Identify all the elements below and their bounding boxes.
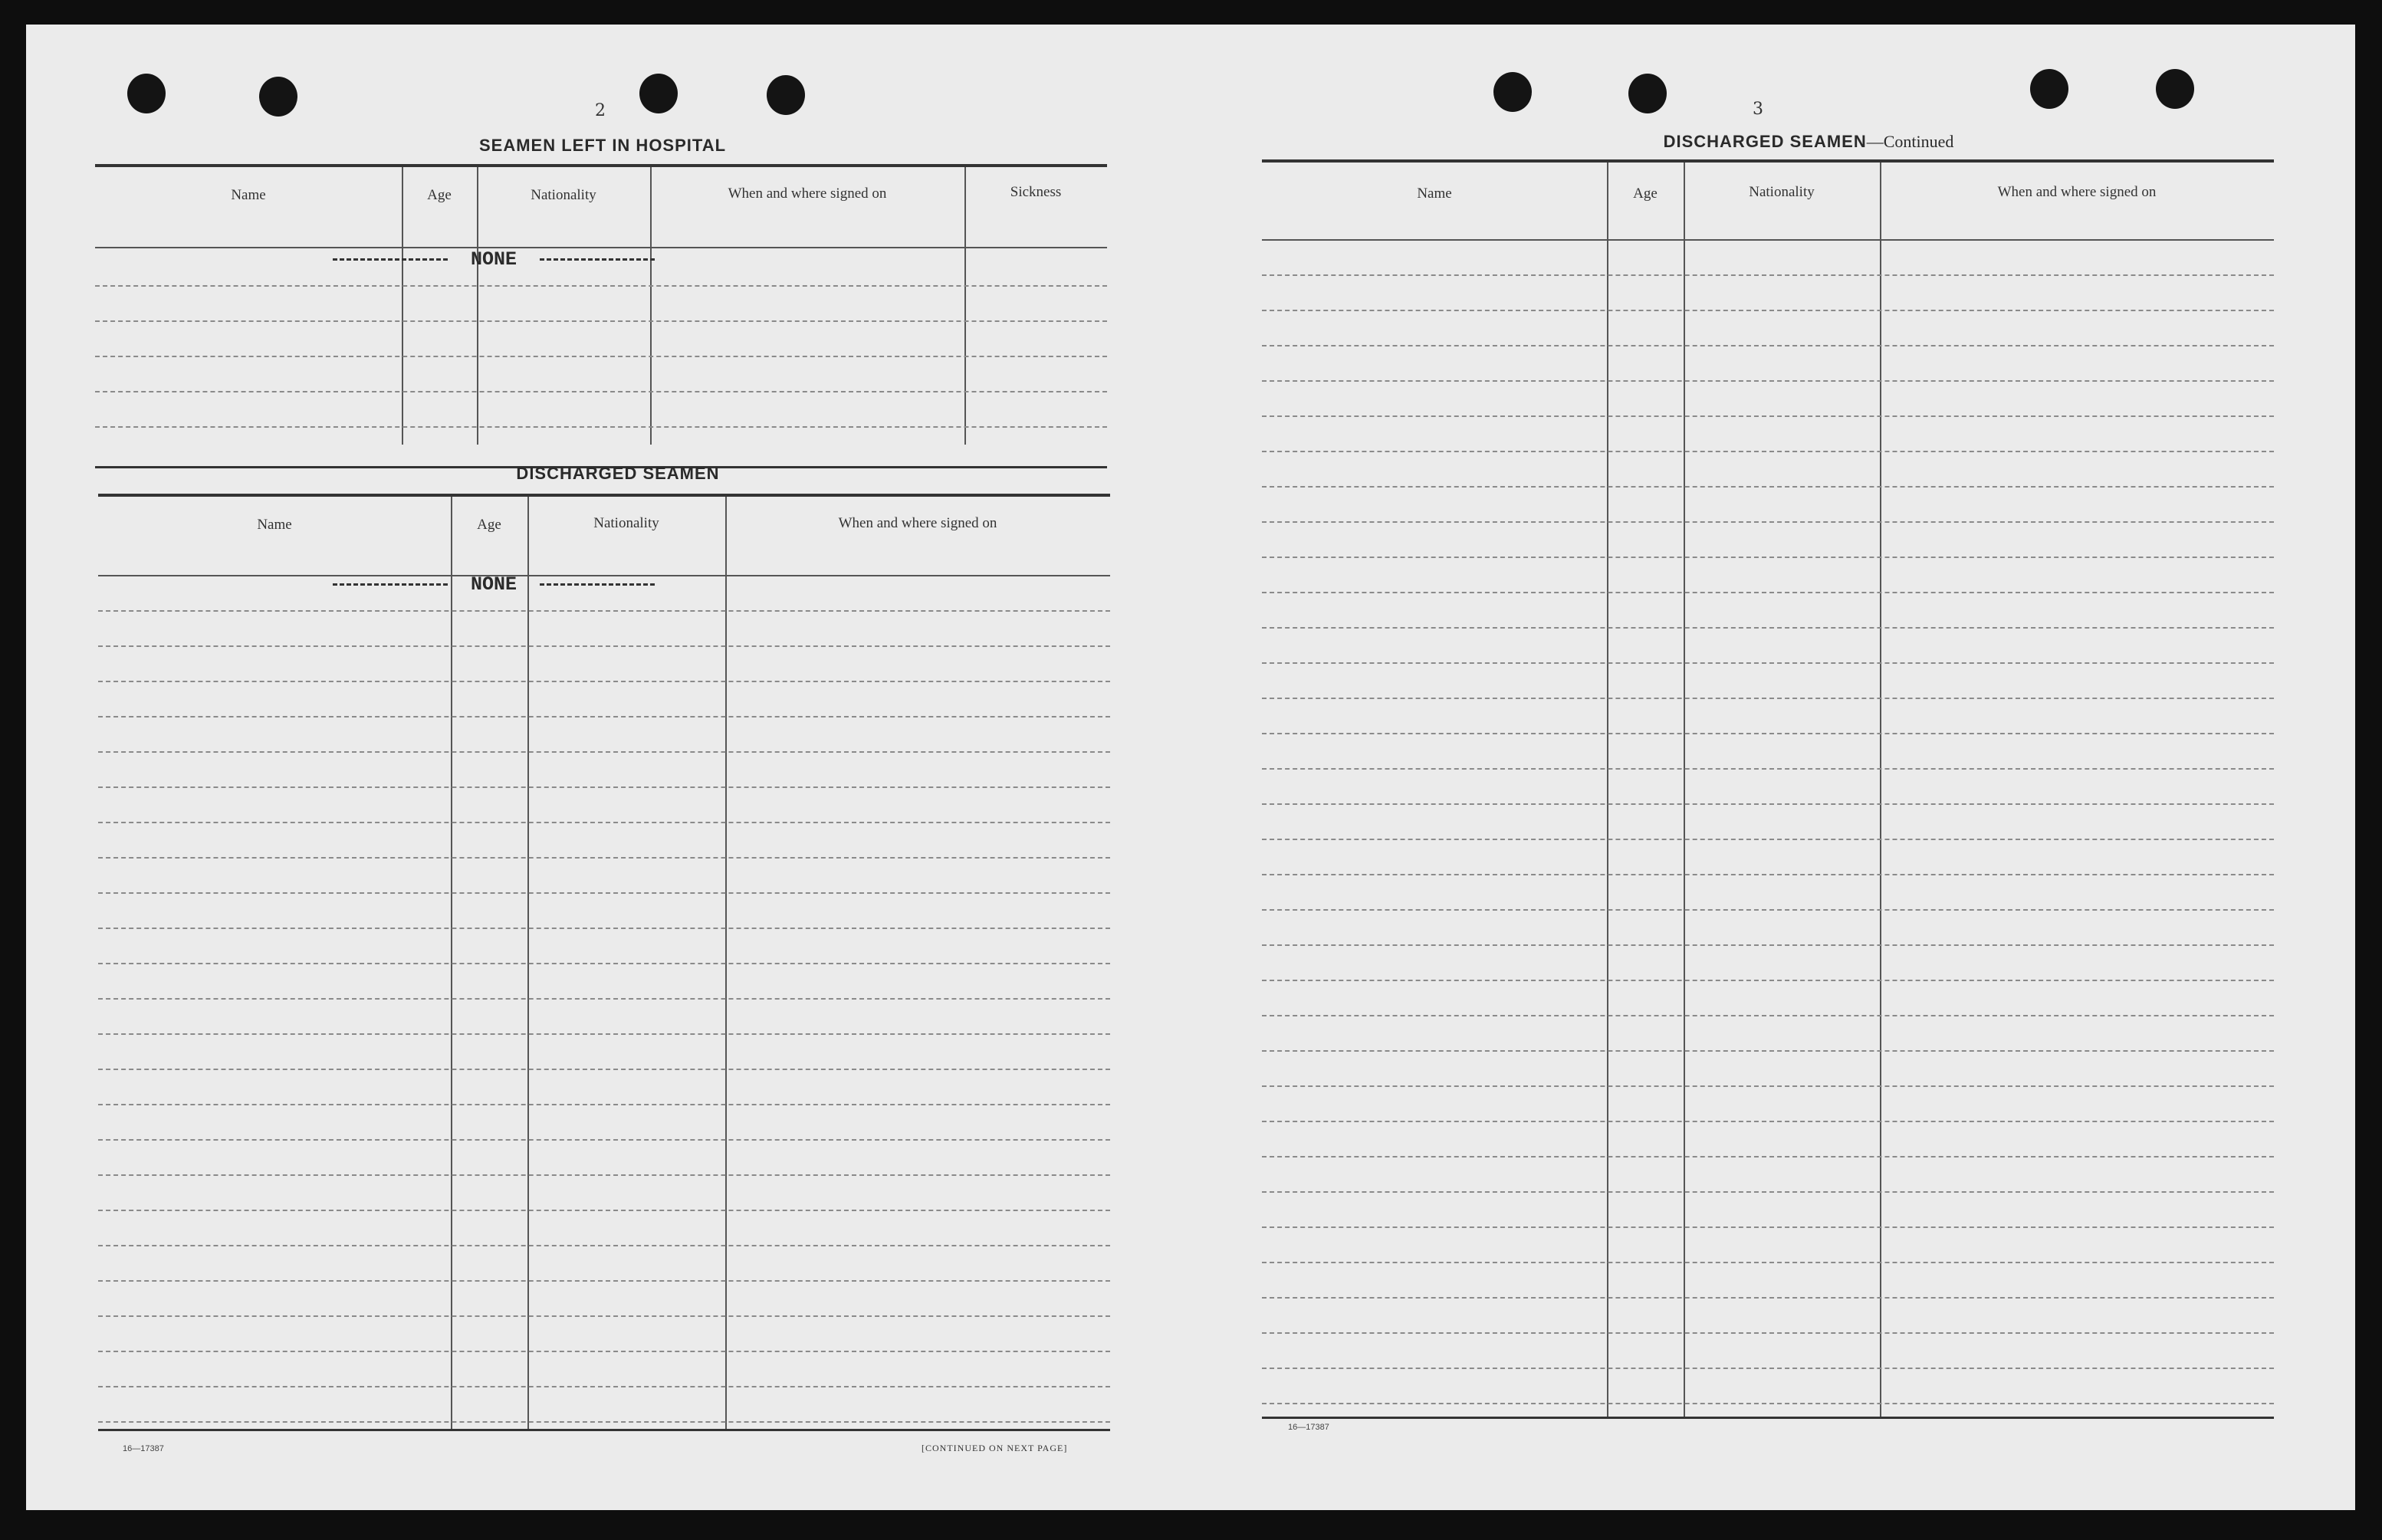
discharged-section-title: DISCHARGED SEAMEN (516, 464, 720, 483)
ruled-line (1262, 874, 2274, 875)
ruled-line (1262, 1332, 2274, 1334)
ruled-line (98, 1069, 1110, 1070)
hospital-none-entry (333, 248, 655, 271)
ruled-line (1262, 839, 2274, 840)
ruled-line (1262, 1262, 2274, 1263)
ruled-line (98, 963, 1110, 964)
ruled-line (98, 822, 1110, 823)
ruled-line (1262, 1226, 2274, 1228)
punch-hole (2156, 69, 2194, 109)
ruled-line (98, 1421, 1110, 1423)
ruled-line (98, 1245, 1110, 1246)
ruled-line (98, 786, 1110, 788)
form-code: 16—17387 (1288, 1423, 1329, 1432)
ruled-line (1262, 944, 2274, 946)
column-header: Nationality (593, 515, 659, 531)
column-header: Name (1417, 186, 1452, 202)
ruled-line (98, 1315, 1110, 1317)
form-code: 16—17387 (123, 1444, 164, 1453)
ruled-line (98, 1210, 1110, 1211)
ruled-line (1262, 1085, 2274, 1087)
ruled-line (1262, 274, 2274, 276)
ruled-line (98, 1174, 1110, 1176)
ruled-line (1262, 1403, 2274, 1404)
ruled-line (1262, 1368, 2274, 1369)
ruled-line (98, 1104, 1110, 1105)
discharged-table (98, 494, 1110, 1460)
ruled-line (1262, 627, 2274, 629)
ruled-line (1262, 1015, 2274, 1016)
ruled-line (98, 928, 1110, 929)
punch-hole (2030, 69, 2068, 109)
ruled-line (98, 751, 1110, 753)
ruled-line (98, 998, 1110, 1000)
ruled-line (1262, 980, 2274, 981)
ruled-line (98, 610, 1110, 612)
ruled-line (1262, 1156, 2274, 1157)
hospital-section-title: SEAMEN LEFT IN HOSPITAL (478, 136, 727, 155)
ruled-line (1262, 909, 2274, 911)
ruled-line (98, 1033, 1110, 1035)
ruled-line (1262, 1121, 2274, 1122)
ruled-line (98, 681, 1110, 682)
ruled-line (1262, 1191, 2274, 1193)
document-sheet (26, 25, 2355, 1510)
column-header: Age (427, 187, 452, 203)
column-header: Name (231, 187, 266, 203)
section-title-suffix: —Continued (1866, 132, 1954, 151)
column-header: Nationality (1749, 184, 1815, 200)
ruled-line (1262, 380, 2274, 382)
ruled-line (98, 1386, 1110, 1387)
ruled-line (98, 645, 1110, 647)
none-text: NONE (471, 248, 517, 271)
punch-hole (259, 77, 297, 117)
continued-note: [CONTINUED ON NEXT PAGE] (922, 1443, 1068, 1453)
ruled-line (1262, 557, 2274, 558)
column-header: When and where signed on (728, 186, 887, 202)
column-header: Sickness (1010, 184, 1062, 200)
ruled-line (1262, 451, 2274, 452)
column-header: Nationality (531, 187, 596, 203)
ruled-line (1262, 486, 2274, 488)
ruled-line (1262, 345, 2274, 346)
discharged-none-entry (333, 573, 655, 596)
ruled-line (1262, 310, 2274, 311)
punch-hole (1493, 72, 1532, 112)
hospital-table (95, 164, 1107, 471)
ruled-line (1262, 415, 2274, 417)
punch-hole (1628, 74, 1667, 113)
ruled-line (1262, 592, 2274, 593)
ruled-line (98, 1351, 1110, 1352)
column-header: Age (477, 517, 501, 533)
ruled-line (98, 892, 1110, 894)
discharged-continued-table (1262, 159, 2274, 1432)
ruled-line (1262, 662, 2274, 664)
ruled-line (98, 716, 1110, 717)
page-number: 3 (1753, 100, 1763, 119)
ruled-line (98, 1280, 1110, 1282)
punch-hole (639, 74, 678, 113)
ruled-line (98, 1139, 1110, 1141)
column-header: When and where signed on (1997, 184, 2157, 200)
ruled-line (1262, 521, 2274, 523)
punch-hole (127, 74, 166, 113)
ruled-line (1262, 1050, 2274, 1052)
column-header: Age (1633, 186, 1658, 202)
ruled-line (1262, 733, 2274, 734)
ruled-line (1262, 768, 2274, 770)
ruled-line (1262, 698, 2274, 699)
punch-hole (767, 75, 805, 115)
continued-section-title (1664, 132, 1954, 152)
section-title-main: DISCHARGED SEAMEN (1663, 132, 1867, 151)
page-number: 2 (595, 101, 606, 120)
column-header: When and where signed on (838, 515, 997, 531)
column-header: Name (257, 517, 292, 533)
ruled-line (1262, 1297, 2274, 1299)
ruled-line (1262, 803, 2274, 805)
ruled-line (98, 857, 1110, 859)
none-text: NONE (471, 573, 517, 596)
